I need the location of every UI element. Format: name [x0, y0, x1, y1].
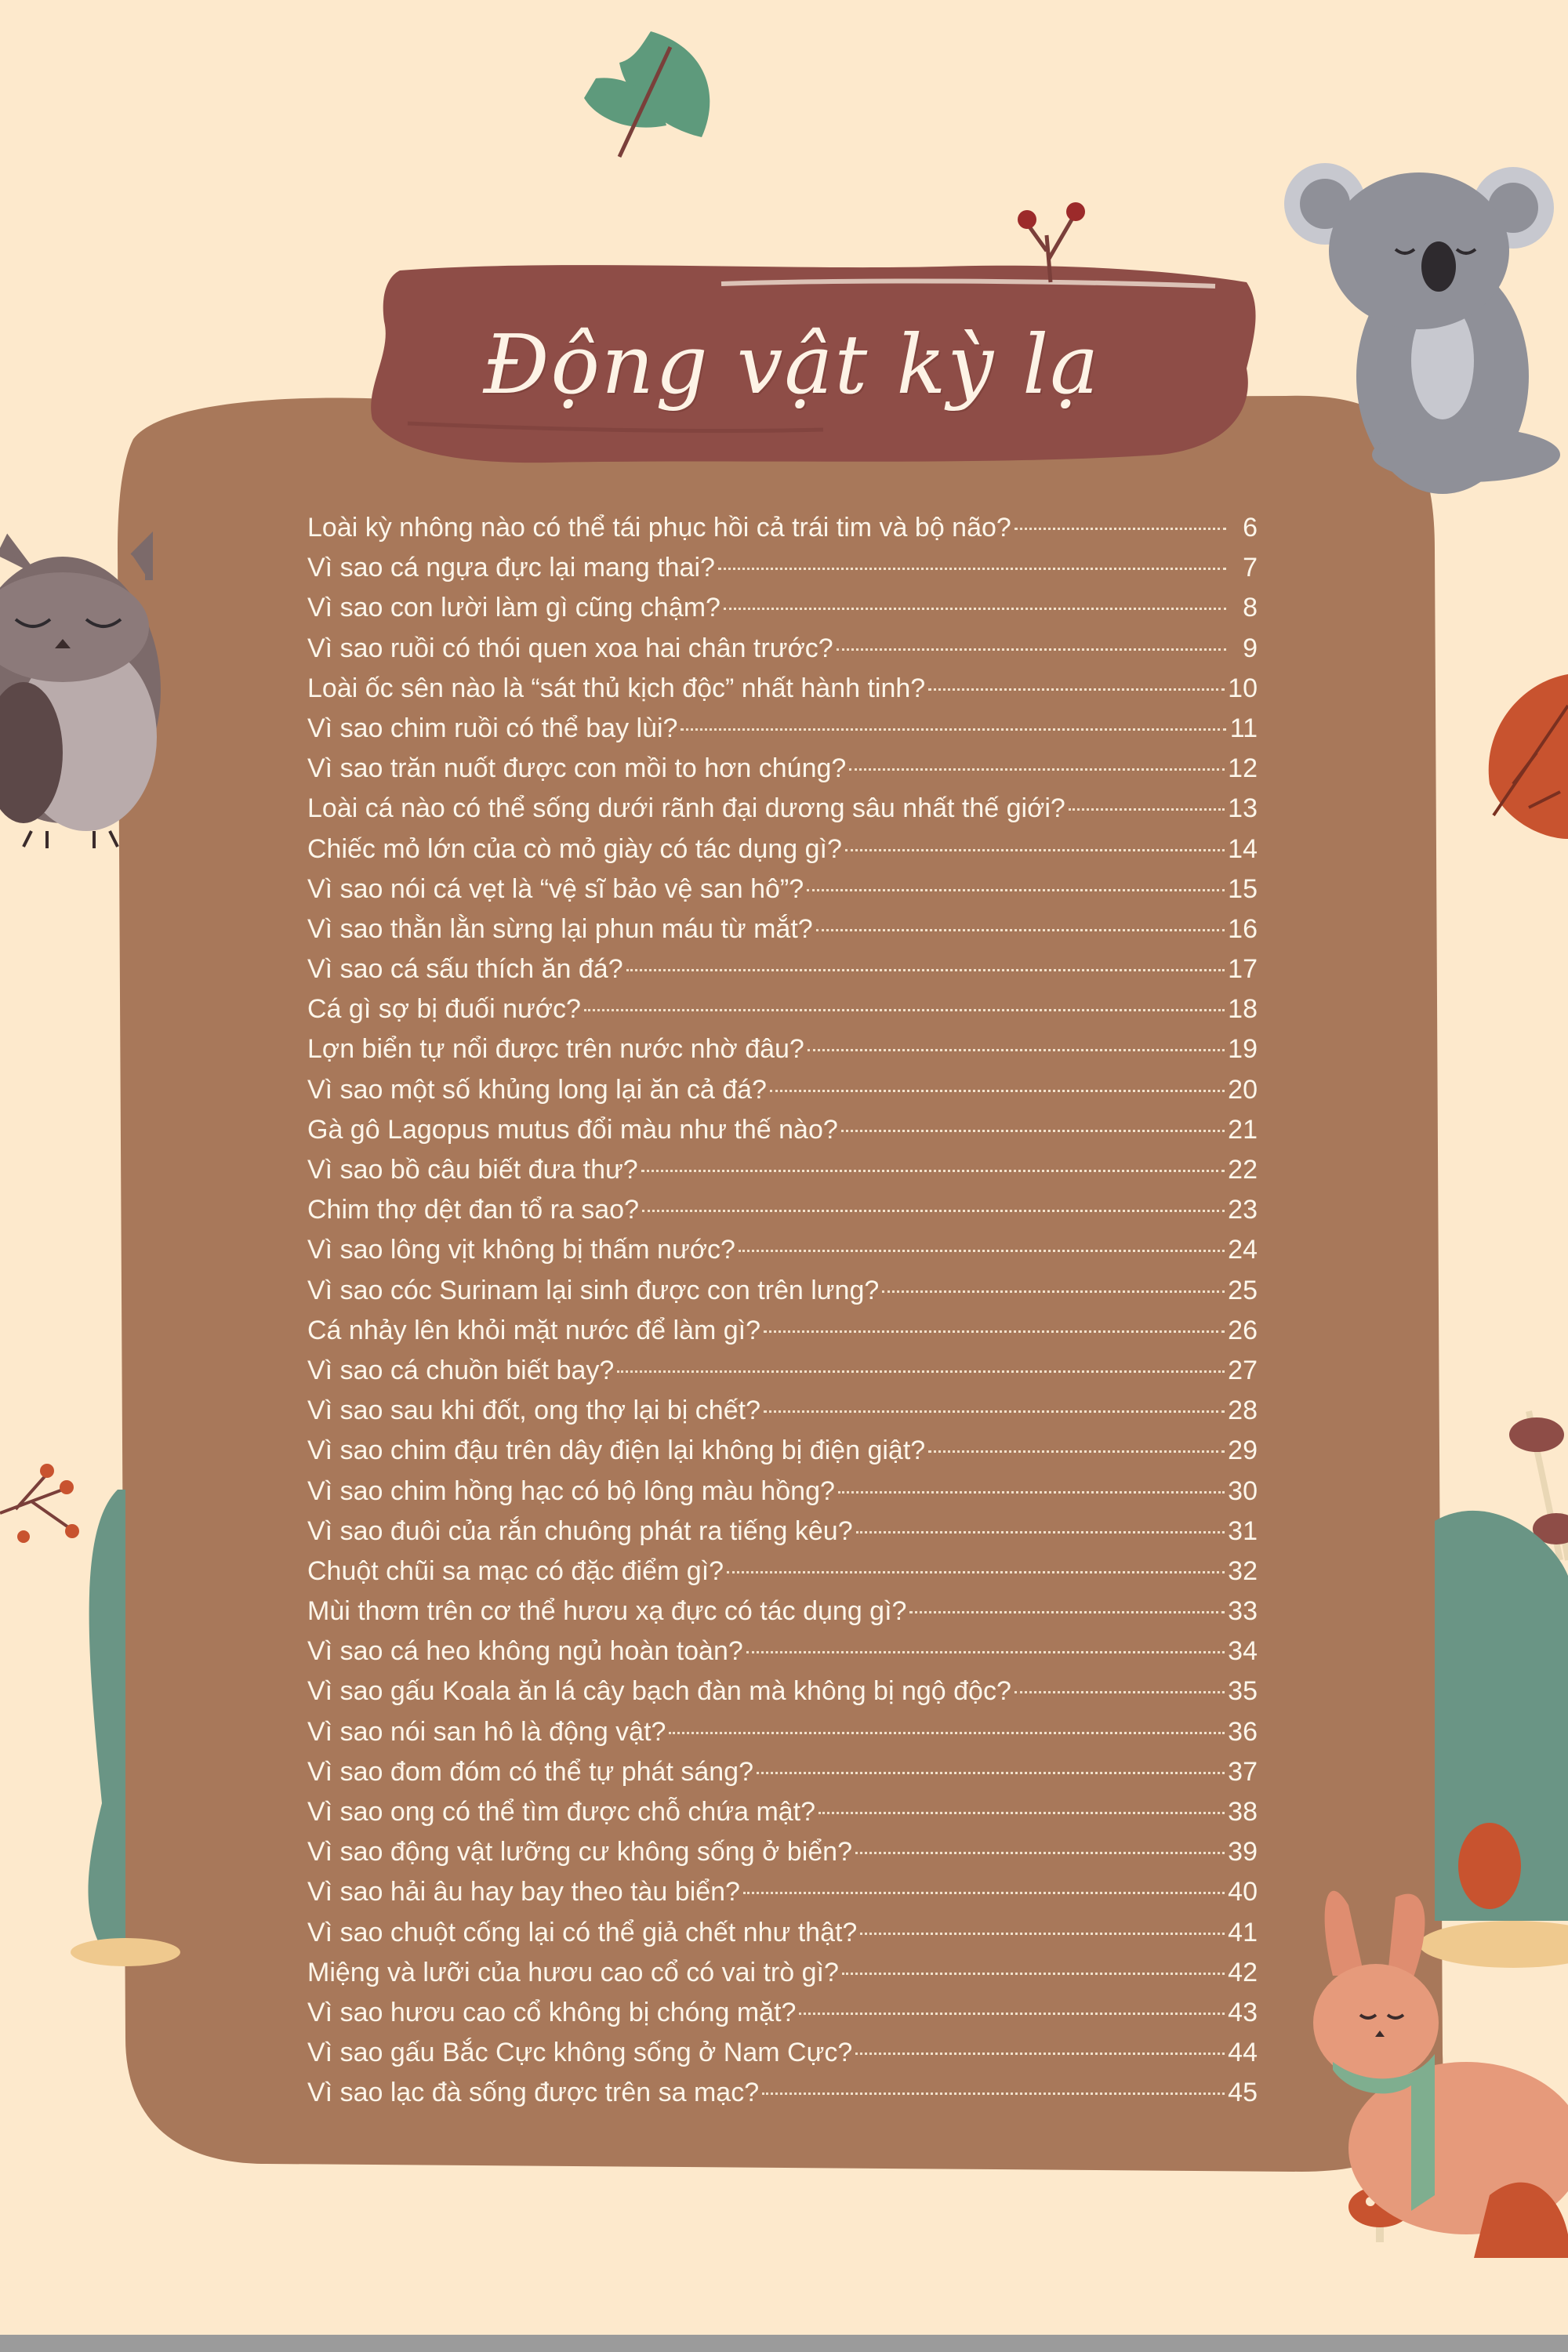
- toc-page-number: 20: [1228, 1074, 1258, 1105]
- toc-page-number: 35: [1228, 1676, 1258, 1707]
- toc-entry[interactable]: [307, 1752, 1258, 1792]
- toc-dot-leader: [584, 1008, 1225, 1011]
- toc-entry[interactable]: [307, 989, 1258, 1029]
- toc-dot-leader: [641, 1169, 1225, 1172]
- toc-entry[interactable]: [307, 1993, 1258, 2033]
- toc-entry-title: Vì sao nói san hô là động vật?: [307, 1716, 666, 1747]
- toc-entry-title: Mùi thơm trên cơ thể hươu xạ đực có tác dụng gì?: [307, 1596, 907, 1627]
- toc-page-number: 19: [1228, 1034, 1258, 1065]
- toc-dot-leader: [727, 1570, 1225, 1573]
- toc-entry[interactable]: [307, 1391, 1258, 1431]
- toc-entry-title: Vì sao chuột cống lại có thể giả chết như thật?: [307, 1917, 858, 1947]
- toc-page-number: 43: [1228, 1997, 1258, 2027]
- toc-dot-leader: [764, 1330, 1225, 1333]
- toc-entry-title: Vì sao đuôi của rắn chuông phát ra tiếng kêu?: [307, 1515, 853, 1546]
- toc-dot-leader: [1069, 808, 1225, 811]
- toc-entry-title: Vì sao một số khủng long lại ăn cả đá?: [307, 1074, 767, 1105]
- toc-dot-leader: [807, 888, 1225, 891]
- toc-dot-leader: [626, 968, 1225, 971]
- toc-entry[interactable]: [307, 949, 1258, 989]
- toc-entry[interactable]: [307, 1351, 1258, 1391]
- toc-dot-leader: [669, 1731, 1225, 1734]
- toc-dot-leader: [928, 1450, 1225, 1453]
- berry-branch-icon: [0, 1464, 79, 1543]
- toc-entry[interactable]: [307, 1671, 1258, 1711]
- toc-page-number: 41: [1228, 1917, 1258, 1947]
- toc-page-number: 39: [1228, 1837, 1258, 1867]
- toc-entry[interactable]: [307, 1230, 1258, 1270]
- toc-dot-leader: [845, 848, 1225, 851]
- toc-entry[interactable]: [307, 508, 1258, 548]
- toc-entry[interactable]: [307, 2033, 1258, 2073]
- toc-dot-leader: [617, 1370, 1225, 1373]
- toc-page-number: 10: [1228, 673, 1258, 703]
- toc-entry[interactable]: [307, 1632, 1258, 1671]
- toc-entry[interactable]: [307, 1953, 1258, 1993]
- toc-entry[interactable]: [307, 1431, 1258, 1471]
- toc-entry-title: Cá gì sợ bị đuối nước?: [307, 994, 581, 1025]
- toc-dot-leader: [882, 1290, 1225, 1293]
- toc-entry[interactable]: [307, 588, 1258, 628]
- toc-page-number: 44: [1228, 2038, 1258, 2068]
- toc-page-number: 31: [1228, 1515, 1258, 1546]
- toc-entry[interactable]: [307, 1472, 1258, 1512]
- toc-entry-title: Vì sao lạc đà sống được trên sa mạc?: [307, 2078, 760, 2108]
- toc-entry[interactable]: [307, 709, 1258, 749]
- toc-entry-title: Loài kỳ nhông nào có thể tái phục hồi cả trái tim và bộ não?: [307, 513, 1011, 543]
- toc-entry[interactable]: [307, 1913, 1258, 1953]
- toc-entry-title: Loài ốc sên nào là “sát thủ kịch độc” nhất hành tinh?: [307, 673, 926, 703]
- toc-entry-title: Vì sao đom đóm có thể tự phát sáng?: [307, 1756, 753, 1787]
- toc-page-number: 24: [1228, 1235, 1258, 1265]
- toc-entry-title: Vì sao gấu Bắc Cực không sống ở Nam Cực?: [307, 2038, 853, 2068]
- toc-entry-title: Vì sao cá chuồn biết bay?: [307, 1355, 615, 1385]
- toc-entry-title: Loài cá nào có thể sống dưới rãnh đại dương sâu nhất thế giới?: [307, 793, 1065, 824]
- toc-dot-leader: [928, 688, 1225, 691]
- toc-entry-title: Chiếc mỏ lớn của cò mỏ giày có tác dụng gì?: [307, 833, 842, 864]
- toc-dot-leader: [1014, 1690, 1225, 1693]
- toc-dot-leader: [909, 1610, 1225, 1613]
- toc-entry[interactable]: [307, 1832, 1258, 1872]
- toc-dot-leader: [838, 1490, 1225, 1494]
- toc-entry[interactable]: [307, 1712, 1258, 1752]
- toc-entry-title: Vì sao hải âu hay bay theo tàu biển?: [307, 1877, 740, 1907]
- toc-entry-title: Vì sao ruồi có thói quen xoa hai chân trước?: [307, 633, 833, 663]
- toc-entry[interactable]: [307, 1311, 1258, 1351]
- toc-dot-leader: [799, 2012, 1225, 2015]
- autumn-leaf-icon: [1489, 674, 1568, 839]
- toc-dot-leader: [743, 1891, 1225, 1894]
- toc-page-number: 18: [1228, 994, 1258, 1025]
- toc-entry-title: Vì sao cá sấu thích ăn đá?: [307, 954, 623, 985]
- toc-entry[interactable]: [307, 789, 1258, 829]
- toc-dot-leader: [816, 928, 1225, 931]
- toc-page-number: 8: [1243, 593, 1258, 623]
- toc-dot-leader: [842, 1972, 1225, 1975]
- toc-page-number: 15: [1228, 873, 1258, 904]
- toc-page-number: 34: [1228, 1636, 1258, 1667]
- toc-dot-leader: [746, 1650, 1225, 1653]
- toc-entry-title: Lợn biển tự nổi được trên nước nhờ đâu?: [307, 1034, 804, 1065]
- toc-entry-title: Chuột chũi sa mạc có đặc điểm gì?: [307, 1555, 724, 1586]
- toc-page-number: 36: [1228, 1716, 1258, 1747]
- toc-entry[interactable]: [307, 1271, 1258, 1311]
- leaf-icon: [584, 31, 710, 157]
- toc-dot-leader: [855, 1851, 1225, 1854]
- toc-page-number: 26: [1228, 1315, 1258, 1345]
- toc-entry-title: Vì sao chim đậu trên dây điện lại không bị điện giật?: [307, 1436, 926, 1466]
- toc-page-number: 29: [1228, 1436, 1258, 1466]
- toc-page-number: 32: [1228, 1555, 1258, 1586]
- toc-entry[interactable]: [307, 1872, 1258, 1912]
- toc-dot-leader: [724, 607, 1226, 610]
- toc-entry-title: Vì sao bồ câu biết đưa thư?: [307, 1155, 638, 1185]
- toc-entry-title: Vì sao lông vịt không bị thấm nước?: [307, 1235, 735, 1265]
- toc-entry-title: Vì sao cóc Surinam lại sinh được con trên lưng?: [307, 1275, 880, 1305]
- toc-entry-title: Vì sao cá heo không ngủ hoàn toàn?: [307, 1636, 743, 1667]
- toc-page-number: 17: [1228, 954, 1258, 985]
- toc-page-number: 30: [1228, 1475, 1258, 1506]
- toc-page-number: 37: [1228, 1756, 1258, 1787]
- toc-entry[interactable]: [307, 1792, 1258, 1832]
- toc-entry-title: Vì sao ong có thể tìm được chỗ chứa mật?: [307, 1797, 816, 1827]
- toc-entry-title: Vì sao con lười làm gì cũng chậm?: [307, 593, 720, 623]
- toc-entry[interactable]: [307, 1110, 1258, 1150]
- toc-entry[interactable]: [307, 1512, 1258, 1552]
- toc-dot-leader: [718, 567, 1226, 570]
- toc-dot-leader: [757, 1771, 1225, 1774]
- toc-page-number: 42: [1228, 1957, 1258, 1987]
- toc-entry-title: Cá nhảy lên khỏi mặt nước để làm gì?: [307, 1315, 761, 1345]
- toc-entry[interactable]: [307, 1592, 1258, 1632]
- toc-dot-leader: [860, 1932, 1225, 1935]
- toc-dot-leader: [841, 1129, 1225, 1132]
- toc-page-number: 27: [1228, 1355, 1258, 1385]
- toc-page-number: 45: [1228, 2078, 1258, 2108]
- toc-dot-leader: [739, 1249, 1225, 1252]
- toc-entry[interactable]: [307, 1029, 1258, 1069]
- toc-entry-title: Vì sao cá ngựa đực lại mang thai?: [307, 553, 715, 583]
- toc-dot-leader: [849, 768, 1225, 771]
- toc-dot-leader: [681, 728, 1226, 731]
- toc-entry[interactable]: [307, 869, 1258, 909]
- toc-entry[interactable]: [307, 2073, 1258, 2113]
- toc-entry-title: Vì sao chim ruồi có thể bay lùi?: [307, 713, 678, 743]
- toc-dot-leader: [642, 1209, 1225, 1212]
- toc-dot-leader: [762, 2092, 1225, 2095]
- bottom-border: [0, 2335, 1568, 2352]
- toc-entry[interactable]: [307, 1070, 1258, 1110]
- toc-entry-title: Vì sao hươu cao cổ không bị chóng mặt?: [307, 1997, 797, 2027]
- table-of-contents: [307, 508, 1258, 2114]
- toc-page-number: 12: [1228, 753, 1258, 784]
- toc-page-number: 40: [1228, 1877, 1258, 1907]
- toc-entry-title: Vì sao thằn lằn sừng lại phun máu từ mắt?: [307, 913, 813, 944]
- toc-entry[interactable]: [307, 548, 1258, 588]
- toc-page-number: 7: [1243, 553, 1258, 583]
- toc-entry[interactable]: [307, 909, 1258, 949]
- toc-entry-title: Miệng và lưỡi của hươu cao cổ có vai trò gì?: [307, 1957, 839, 1987]
- toc-entry-title: Vì sao trăn nuốt được con mồi to hơn chúng?: [307, 753, 847, 784]
- toc-entry-title: Vì sao chim hồng hạc có bộ lông màu hồng?: [307, 1475, 835, 1506]
- toc-entry[interactable]: [307, 1150, 1258, 1190]
- toc-entry[interactable]: [307, 1190, 1258, 1230]
- toc-dot-leader: [764, 1410, 1225, 1413]
- toc-entry-title: Vì sao gấu Koala ăn lá cây bạch đàn mà không bị ngộ độc?: [307, 1676, 1011, 1707]
- toc-page-number: 22: [1228, 1155, 1258, 1185]
- toc-page-number: 11: [1229, 713, 1258, 743]
- toc-page-number: 16: [1228, 913, 1258, 944]
- toc-entry-title: Chim thợ dệt đan tổ ra sao?: [307, 1195, 639, 1225]
- toc-entry-title: Vì sao nói cá vẹt là “vệ sĩ bảo vệ san hô”?: [307, 873, 804, 904]
- toc-dot-leader: [818, 1811, 1225, 1814]
- toc-page-number: 38: [1228, 1797, 1258, 1827]
- toc-page-number: 23: [1228, 1195, 1258, 1225]
- toc-entry-title: Gà gô Lagopus mutus đổi màu như thế nào?: [307, 1114, 838, 1145]
- toc-dot-leader: [808, 1048, 1225, 1051]
- toc-page-number: 28: [1228, 1396, 1258, 1426]
- toc-dot-leader: [837, 648, 1226, 651]
- toc-page-number: 13: [1228, 793, 1258, 824]
- toc-dot-leader: [855, 2052, 1225, 2055]
- toc-page-number: 9: [1243, 633, 1258, 663]
- toc-entry-title: Vì sao động vật lưỡng cư không sống ở biển?: [307, 1837, 852, 1867]
- toc-entry[interactable]: [307, 749, 1258, 789]
- toc-entry-title: Vì sao sau khi đốt, ong thợ lại bị chết?: [307, 1396, 760, 1426]
- toc-dot-leader: [1014, 527, 1226, 530]
- toc-entry[interactable]: [307, 829, 1258, 869]
- toc-entry[interactable]: [307, 629, 1258, 669]
- toc-page-number: 33: [1228, 1596, 1258, 1627]
- toc-entry[interactable]: [307, 669, 1258, 709]
- toc-entry[interactable]: [307, 1552, 1258, 1592]
- toc-page-number: 6: [1243, 513, 1258, 543]
- toc-dot-leader: [856, 1530, 1225, 1534]
- toc-page-number: 14: [1228, 833, 1258, 864]
- page-title: Động vật kỳ lạ: [483, 317, 1101, 412]
- toc-page-number: 25: [1228, 1275, 1258, 1305]
- toc-page-number: 21: [1228, 1114, 1258, 1145]
- toc-dot-leader: [770, 1089, 1225, 1092]
